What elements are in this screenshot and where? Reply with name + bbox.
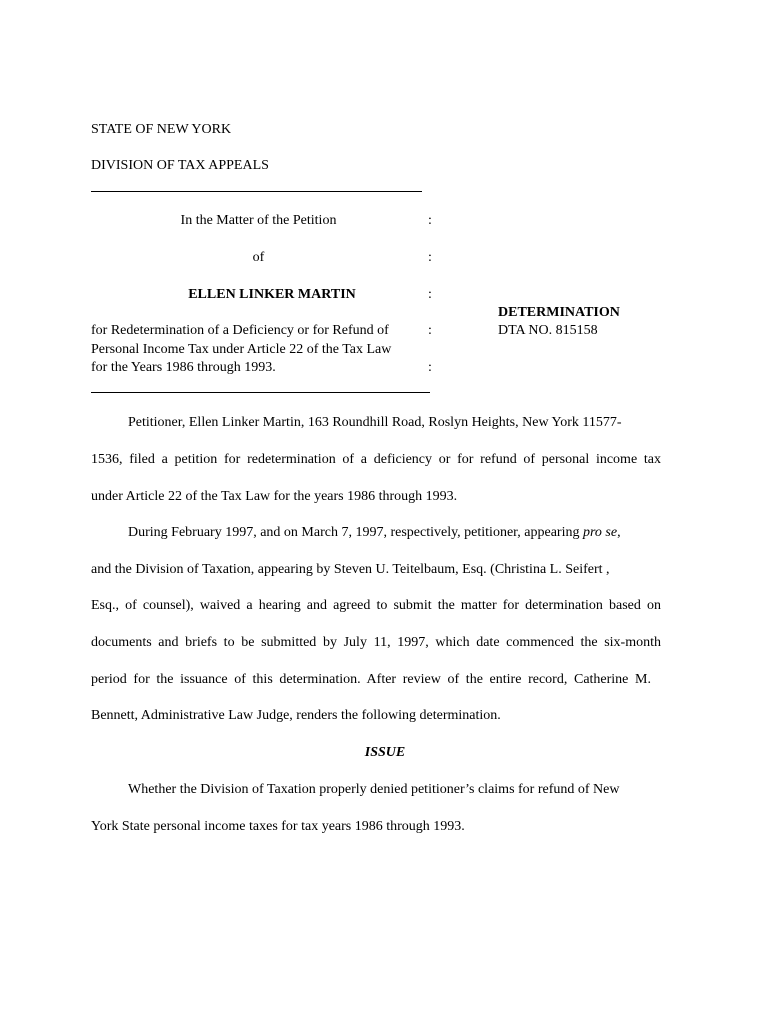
caption-colon: : (428, 360, 432, 375)
caption-colon: : (428, 250, 432, 265)
petitioner-name: ELLEN LINKER MARTIN (188, 287, 356, 302)
body-line: York State personal income taxes for tax years 1986 through 1993. (91, 819, 465, 834)
state-heading: STATE OF NEW YORK (91, 122, 232, 137)
purpose-line-1: for Redetermination of a Deficiency or for Refund of (91, 323, 389, 338)
body-line: period for the issuance of this determination. After review of the entire record, Catherine M. (91, 672, 651, 687)
caption-bottom-rule (91, 392, 430, 393)
caption-colon: : (428, 213, 432, 228)
purpose-line-3: for the Years 1986 through 1993. (91, 360, 276, 375)
division-heading: DIVISION OF TAX APPEALS (91, 158, 269, 173)
pro-se-italic: pro se (582, 525, 618, 540)
matter-line: In the Matter of the Petition (180, 213, 337, 228)
caption-colon: : (428, 287, 432, 302)
determination-title: DETERMINATION (498, 305, 620, 320)
caption-colon: : (428, 323, 432, 338)
body-line: and the Division of Taxation, appearing by Steven U. Teitelbaum, Esq. (Christina L. Seifert , (91, 562, 610, 577)
dta-number: DTA NO. 815158 (498, 323, 598, 338)
caption-top-rule (91, 191, 422, 192)
body-line: documents and briefs to be submitted by July 11, 1997, which date commenced the six-month (91, 635, 661, 650)
body-line: Bennett, Administrative Law Judge, renders the following determination. (91, 708, 501, 723)
body-line: Esq., of counsel), waived a hearing and agreed to submit the matter for determination based on (91, 598, 661, 613)
of-line: of (252, 250, 265, 265)
issue-heading: ISSUE (364, 745, 406, 760)
body-line: 1536, filed a petition for redetermination of a deficiency or for refund of personal income tax (91, 452, 661, 467)
body-line: Petitioner, Ellen Linker Martin, 163 Roundhill Road, Roslyn Heights, New York 11577- (128, 415, 622, 430)
body-line: Whether the Division of Taxation properly denied petitioner’s claims for refund of New (128, 782, 620, 797)
body-line: During February 1997, and on March 7, 1997, respectively, petitioner, appearing pro se, (128, 525, 621, 540)
body-line: under Article 22 of the Tax Law for the years 1986 through 1993. (91, 489, 458, 504)
purpose-line-2: Personal Income Tax under Article 22 of the Tax Law (91, 342, 392, 357)
